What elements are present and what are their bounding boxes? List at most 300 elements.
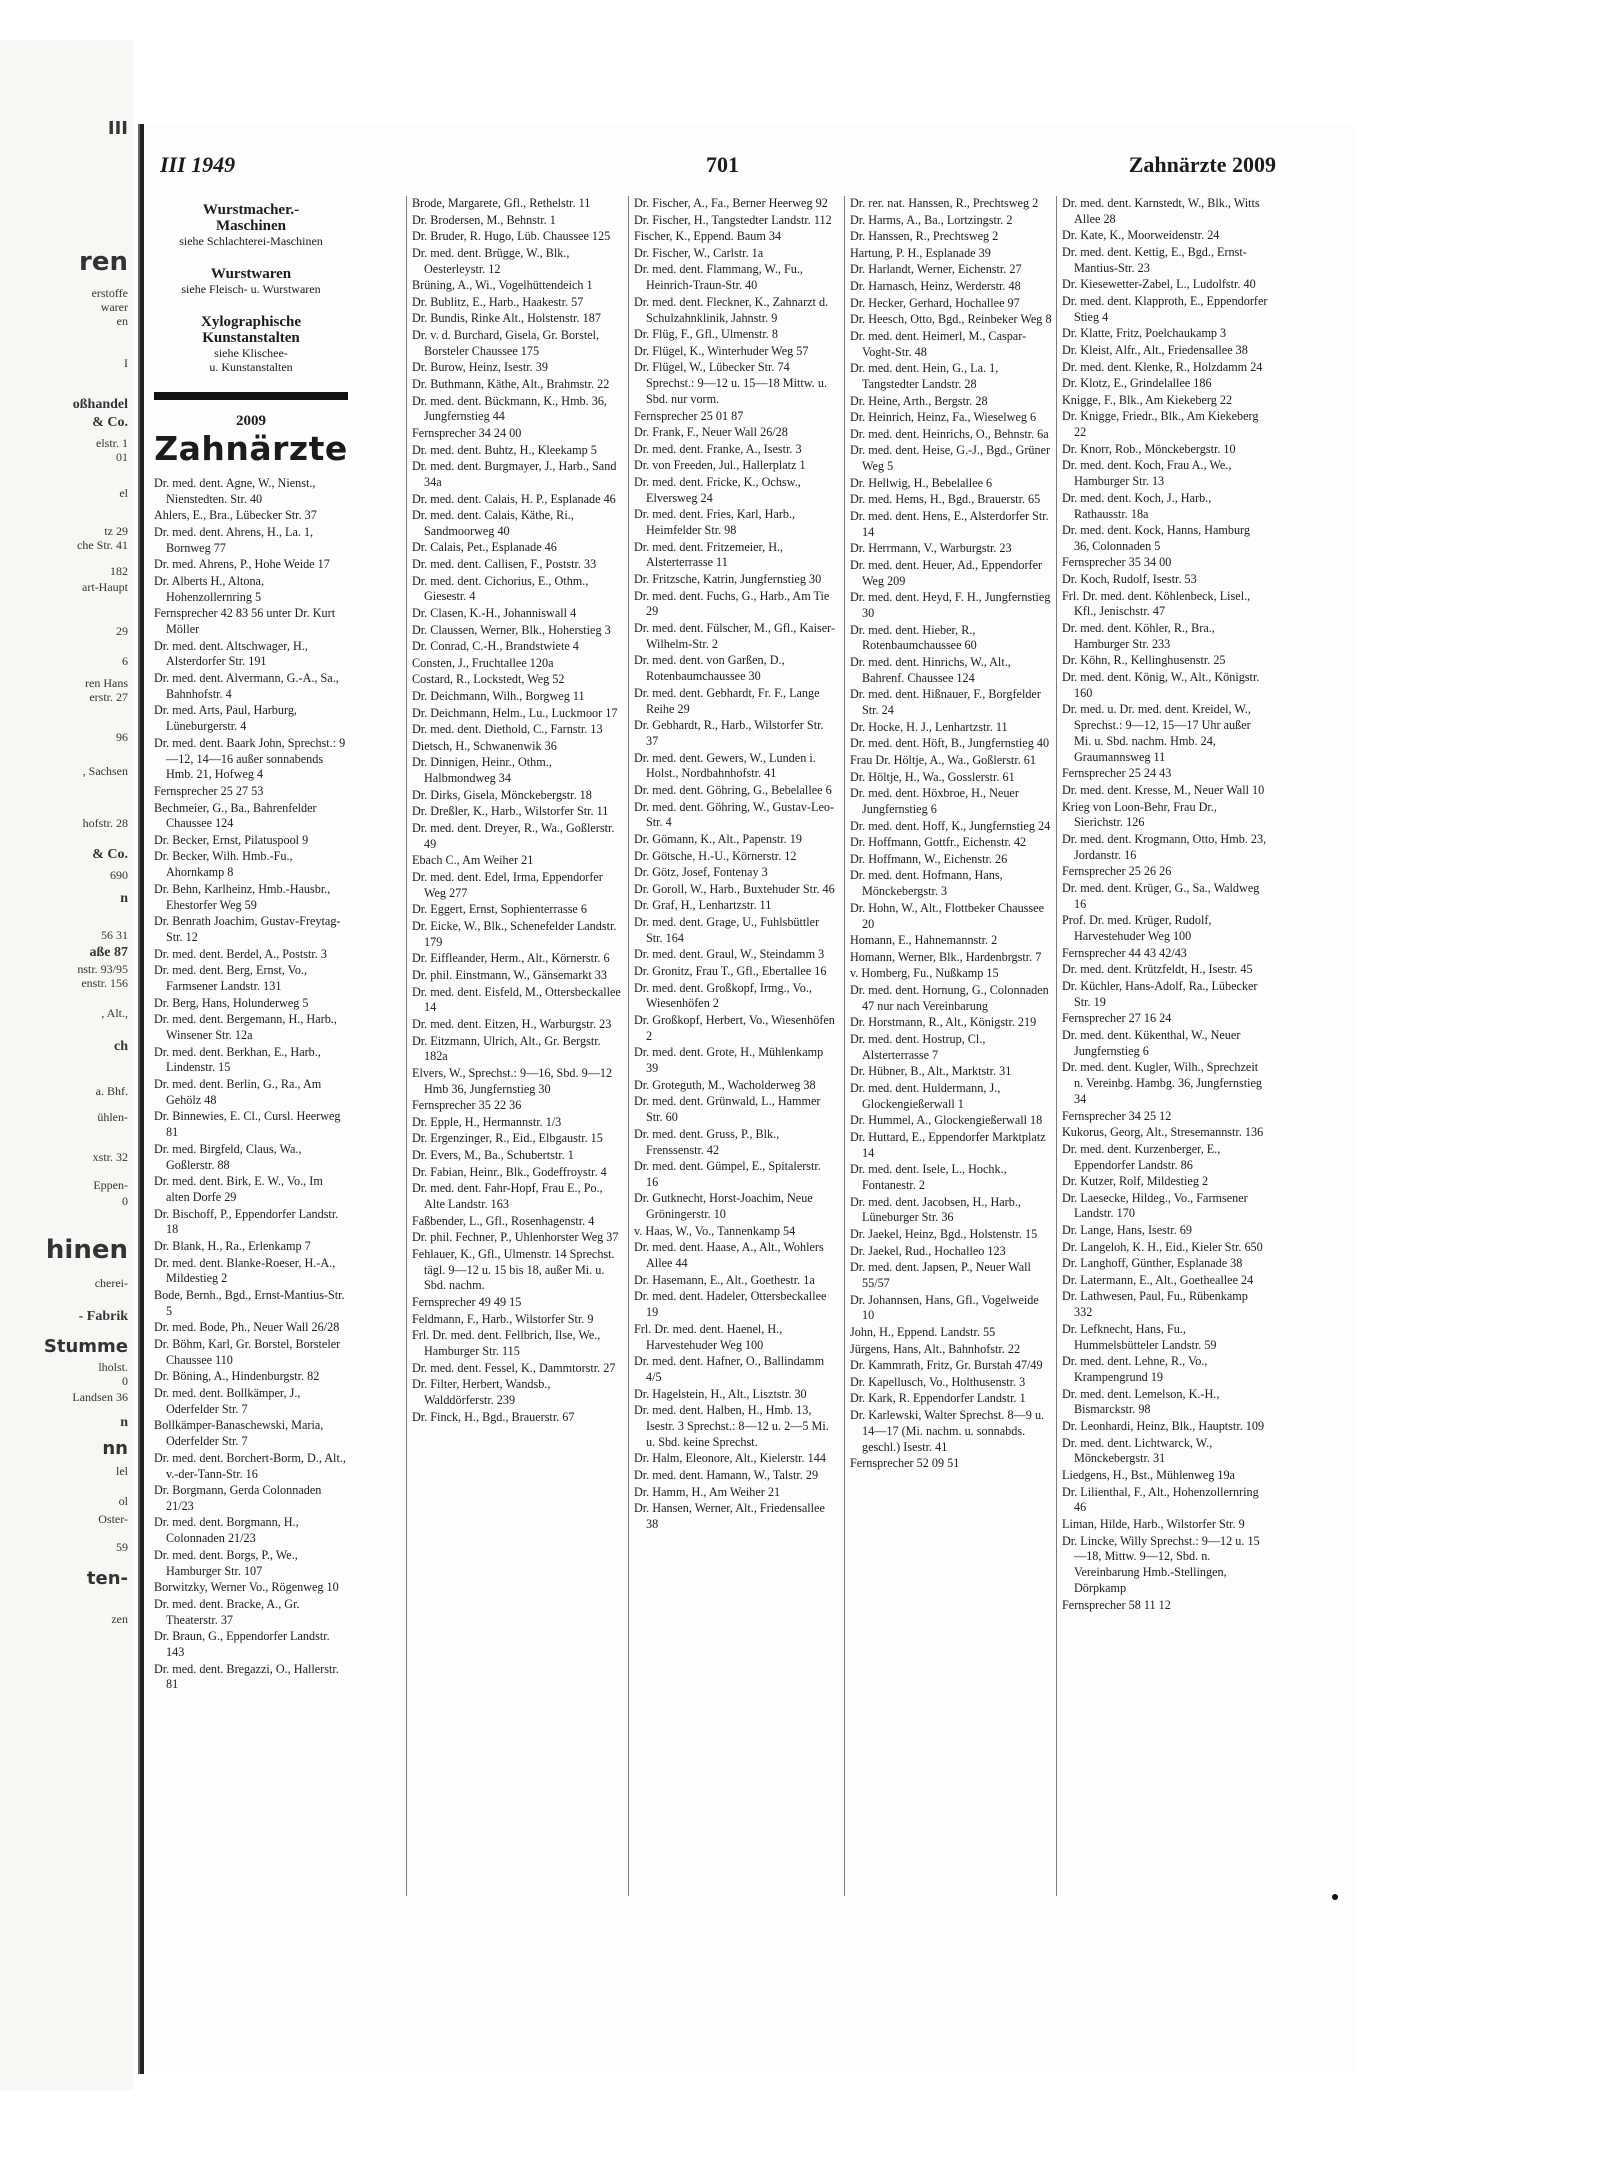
directory-entry: Dr. Harnasch, Heinz, Werderstr. 48 xyxy=(850,278,1021,293)
directory-entry: Costard, R., Lockstedt, Weg 52 xyxy=(412,672,565,687)
directory-entry: Brüning, A., Wi., Vogelhüttendeich 1 xyxy=(412,278,593,293)
directory-entry: Fernsprecher 34 24 00 xyxy=(412,425,522,440)
directory-entry: Dr. Fritzsche, Katrin, Jungfernstieg 30 xyxy=(634,572,822,587)
directory-entry: Dr. med. dent. Hinrichs, W., Alt., Bahrenf. Chaussee 124 xyxy=(850,655,1011,685)
directory-entry: Fernsprecher 42 83 56 unter Dr. Kurt Möller xyxy=(154,606,336,636)
directory-entry: Dr. med. dent. Dreyer, R., Wa., Goßlerstr. 49 xyxy=(412,820,615,851)
gutter-fragment: III xyxy=(107,118,128,139)
directory-entry: Dr. med. u. Dr. med. dent. Kreidel, W., Sprechst.: 9—12, 15—17 Uhr außer Mi. u. Sbd. nachm. Hmb. 24, Graumannsweg 11 xyxy=(1062,702,1251,764)
directory-entry: Dr. Conrad, C.-H., Brandstwiete 4 xyxy=(412,639,579,654)
directory-entry: Dr. Koch, Rudolf, Isestr. 53 xyxy=(1062,572,1197,587)
gutter-fragment: 56 31 xyxy=(101,928,128,942)
directory-entry: Dr. Götsche, H.-U., Körnerstr. 12 xyxy=(634,848,797,863)
directory-entry: v. Homberg, Fu., Nußkamp 15 xyxy=(850,966,999,981)
left-page-margin xyxy=(0,40,134,2090)
directory-entry: Dr. Lilienthal, F., Alt., Hohenzollernring 46 xyxy=(1062,1484,1259,1515)
directory-entry: Dr. Gutknecht, Horst-Joachim, Neue Gröningerstr. 10 xyxy=(634,1191,813,1222)
directory-entry: Dr. med. dent. Edel, Irma, Eppendorfer Weg 277 xyxy=(412,869,603,900)
gutter-fragment: , Alt., xyxy=(101,1006,128,1020)
directory-entry: Dr. Hübner, B., Alt., Marktstr. 31 xyxy=(850,1064,1012,1079)
directory-entry: Kukorus, Georg, Alt., Stresemannstr. 136 xyxy=(1062,1125,1264,1140)
directory-entry: Dr. med. dent. Hens, E., Alsterdorfer Str. 14 xyxy=(850,508,1049,539)
directory-entry: Dr. Gömann, K., Alt., Papenstr. 19 xyxy=(634,832,802,846)
gutter-fragment: warer xyxy=(100,300,128,314)
directory-entry: Dr. med. dent. Karnstedt, W., Blk., Witts Allee 28 xyxy=(1062,196,1260,226)
directory-entry: Dr. Harms, A., Ba., Lortzingstr. 2 xyxy=(850,212,1013,227)
directory-entry: Dr. Böning, A., Hindenburgstr. 82 xyxy=(154,1369,320,1384)
directory-entry: Feldmann, F., Harb., Wilstorfer Str. 9 xyxy=(412,1311,594,1326)
directory-entry: Dr. med. dent. Heise, G.-J., Bgd., Grüner Weg 5 xyxy=(850,443,1051,474)
directory-entry: Dr. Eitzmann, Ulrich, Alt., Gr. Bergstr. 182a xyxy=(412,1033,601,1064)
header-volume-year: III 1949 xyxy=(160,152,236,177)
directory-entry: Dr. med. dent. Gebhardt, Fr. F., Lange Reihe 29 xyxy=(634,685,820,716)
directory-entry: Brode, Margarete, Gfl., Rethelstr. 11 xyxy=(412,196,591,210)
directory-entry: Dr. Leonhardi, Heinz, Blk., Hauptstr. 109 xyxy=(1062,1419,1265,1434)
directory-entry: Dr. med. dent. Haase, A., Alt., Wohlers Allee 44 xyxy=(634,1240,824,1271)
directory-entry: Dr. Hasemann, E., Alt., Goethestr. 1a xyxy=(634,1272,815,1287)
directory-entry: Dr. med. dent. Koch, Frau A., We., Hamburger Str. 13 xyxy=(1062,458,1232,489)
directory-entry: Dr. med. dent. Heuer, Ad., Eppendorfer Weg 209 xyxy=(850,557,1043,588)
directory-entry: Dr. Filter, Herbert, Wandsb., Walddörferstr. 239 xyxy=(412,1377,551,1407)
directory-entry: Dr. med. dent. Gümpel, E., Spitalerstr. 16 xyxy=(634,1159,821,1189)
directory-entry: Dr. med. dent. Calais, Käthe, Ri., Sandmoorweg 40 xyxy=(412,508,574,538)
directory-entry: Dr. rer. nat. Hanssen, R., Prechtsweg 2 xyxy=(850,196,1039,210)
directory-entry: Dr. Gronitz, Frau T., Gfl., Ebertallee 16 xyxy=(634,963,827,978)
directory-entry: Dr. Latermann, E., Alt., Goetheallee 24 xyxy=(1062,1272,1254,1287)
gutter-fragment: ren Hans xyxy=(85,676,128,690)
directory-entry: Dr. Behn, Karlheinz, Hmb.-Hausbr., Ehestorfer Weg 59 xyxy=(154,881,331,912)
cross-reference: siehe Fleisch- u. Wurstwaren xyxy=(181,282,321,296)
category-heading: Wurstwaren xyxy=(210,266,292,282)
directory-entry: Fernsprecher 58 11 12 xyxy=(1062,1597,1171,1612)
directory-entry: Ahlers, E., Bra., Lübecker Str. 37 xyxy=(154,508,317,523)
directory-entry: Dr. Hocke, H. J., Lenhartzstr. 11 xyxy=(850,719,1008,734)
directory-entry: Consten, J., Fruchtallee 120a xyxy=(412,655,554,670)
directory-entry: Dr. med. dent. Fessel, K., Dammtorstr. 27 xyxy=(412,1360,616,1375)
directory-entry: Dr. Fischer, W., Carlstr. 1a xyxy=(634,245,764,260)
directory-entry: Dr. Hamm, H., Am Weiher 21 xyxy=(634,1484,781,1499)
gutter-fragment: ch xyxy=(114,1039,128,1054)
directory-entry: Fernsprecher 52 09 51 xyxy=(850,1456,960,1471)
directory-entry: Dr. med. dent. Flammang, W., Fu., Heinrich-Traun-Str. 40 xyxy=(634,262,803,293)
gutter-fragment: aße 87 xyxy=(89,945,128,960)
directory-entry: Dr. Harlandt, Werner, Eichenstr. 27 xyxy=(850,262,1022,277)
directory-entry: Dr. med. dent. Fuchs, G., Harb., Am Tie 29 xyxy=(634,588,830,619)
directory-entry: Dr. med. dent. Kurzenberger, E., Eppendorfer Landstr. 86 xyxy=(1062,1141,1221,1172)
directory-entry: Dr. med. dent. Hamann, W., Talstr. 29 xyxy=(634,1468,819,1482)
gutter-fragment: xstr. 32 xyxy=(92,1150,128,1164)
directory-entry: Dr. med. dent. Krüger, G., Sa., Waldweg 16 xyxy=(1062,880,1260,911)
gutter-fragment: oßhandel xyxy=(72,397,128,412)
column-divider xyxy=(406,196,407,1896)
directory-entry: Dr. Graf, H., Lenhartzstr. 11 xyxy=(634,898,772,913)
directory-entry: Dr. Heinrich, Heinz, Fa., Wieselweg 6 xyxy=(850,410,1037,425)
directory-entry: Dr. Dirks, Gisela, Mönckebergstr. 18 xyxy=(412,787,592,802)
column-5 xyxy=(1062,196,1268,1614)
column-divider xyxy=(1056,196,1057,1896)
directory-entry: Dr. Bruder, R. Hugo, Lüb. Chaussee 125 xyxy=(412,229,611,244)
directory-entry: Fernsprecher 35 34 00 xyxy=(1062,555,1172,570)
gutter-fragment: elstr. 1 xyxy=(96,436,128,450)
directory-entry: Dr. Hanssen, R., Prechtsweg 2 xyxy=(850,229,999,244)
directory-entry: Dr. Dreßler, K., Harb., Wilstorfer Str. 11 xyxy=(412,804,609,819)
column-1 xyxy=(154,196,348,1694)
gutter-fragment: Oster- xyxy=(98,1512,128,1526)
entry-list xyxy=(850,196,1052,1472)
directory-entry: Liman, Hilde, Harb., Wilstorfer Str. 9 xyxy=(1062,1516,1245,1531)
directory-entry: John, H., Eppend. Landstr. 55 xyxy=(850,1325,996,1340)
directory-entry: Dr. Laesecke, Hildeg., Vo., Farmsener Landstr. 170 xyxy=(1062,1190,1248,1221)
directory-entry: Dr. med. dent. Heinrichs, O., Behnstr. 6a xyxy=(850,426,1049,441)
directory-entry: Hartung, P. H., Esplanade 39 xyxy=(850,245,991,260)
directory-entry: Dr. Bischoff, P., Eppendorfer Landstr. 18 xyxy=(154,1206,339,1237)
directory-entry: Dr. Clasen, K.-H., Johanniswall 4 xyxy=(412,606,577,621)
directory-entry: Bechmeier, G., Ba., Bahrenfelder Chaussee 124 xyxy=(154,800,317,831)
directory-entry: Dr. med. dent. Hadeler, Ottersbeckallee 19 xyxy=(634,1289,827,1320)
gutter-fragment: 6 xyxy=(122,654,128,668)
gutter-fragment: n xyxy=(120,891,128,906)
gutter-fragment: ühlen- xyxy=(97,1110,128,1124)
directory-entry: Dr. med. Hems, H., Bgd., Brauerstr. 65 xyxy=(850,492,1041,507)
gutter-fragment: & Co. xyxy=(92,847,128,862)
directory-entry: Dr. med. dent. Höxbroe, H., Neuer Jungfernstieg 6 xyxy=(850,786,1019,816)
gutter-fragment: cherei- xyxy=(94,1276,128,1290)
directory-entry: Dr. Knorr, Rob., Mönckebergstr. 10 xyxy=(1062,441,1236,456)
directory-entry: Dr. med. Ahrens, P., Hohe Weide 17 xyxy=(154,557,330,572)
section-rule xyxy=(154,392,348,400)
directory-entry: Dr. Eggert, Ernst, Sophienterrasse 6 xyxy=(412,902,587,917)
directory-entry: Dr. med. dent. Krützfeldt, H., Isestr. 45 xyxy=(1062,962,1253,977)
directory-entry: Dr. med. dent. Birk, E. W., Vo., Im alten Dorfe 29 xyxy=(154,1174,323,1204)
directory-entry: Dr. Flügel, K., Winterhuder Weg 57 xyxy=(634,343,809,358)
gutter-fragment: che Str. 41 xyxy=(77,538,128,552)
directory-entry: Dr. Lange, Hans, Isestr. 69 xyxy=(1062,1223,1192,1238)
directory-entry: Liedgens, H., Bst., Mühlenweg 19a xyxy=(1062,1468,1235,1482)
directory-entry: Dr. Höltje, H., Wa., Gosslerstr. 61 xyxy=(850,769,1015,784)
directory-entry: Dr. med. dent. Berdel, A., Poststr. 3 xyxy=(154,946,327,961)
directory-entry: Dr. med. dent. Fülscher, M., Gfl., Kaiser-Wilhelm-Str. 2 xyxy=(634,621,835,651)
directory-entry: Dr. Kammrath, Fritz, Gr. Burstah 47/49 xyxy=(850,1358,1043,1373)
directory-entry: Dr. med. dent. Kock, Hanns, Hamburg 36, Colonnaden 5 xyxy=(1062,523,1250,553)
gutter-fragment: 01 xyxy=(116,450,128,464)
directory-entry: Dr. med. Birgfeld, Claus, Wa., Goßlerstr. 88 xyxy=(154,1141,302,1172)
directory-entry: Ebach C., Am Weiher 21 xyxy=(412,853,534,868)
directory-entry: Dr. med. dent. Bollkämper, J., Oderfelder Str. 7 xyxy=(154,1385,301,1416)
directory-entry: Dr. med. dent. Grote, H., Mühlenkamp 39 xyxy=(634,1045,824,1076)
directory-entry: Dr. Huttard, E., Eppendorfer Marktplatz 14 xyxy=(850,1129,1046,1160)
directory-entry: Dr. med. dent. Koch, J., Harb., Rathausstr. 18a xyxy=(1062,490,1212,521)
directory-entry: Dr. Küchler, Hans-Adolf, Ra., Lübecker Str. 19 xyxy=(1062,978,1258,1009)
directory-entry: Fischer, K., Eppend. Baum 34 xyxy=(634,229,782,244)
directory-entry: Dr. med. dent. Halben, H., Hmb. 13, Isestr. 3 Sprechst.: 8—12 u. 2—5 Mi. u. Sbd. keine Sprechst. xyxy=(634,1403,829,1449)
directory-entry: Homann, E., Hahnemannstr. 2 xyxy=(850,933,998,948)
gutter-fragment: Eppen- xyxy=(93,1178,128,1192)
directory-entry: Dr. med. dent. Bracke, A., Gr. Theaterstr. 37 xyxy=(154,1596,300,1627)
directory-entry: Dr. Deichmann, Helm., Lu., Luckmoor 17 xyxy=(412,705,618,720)
gutter-fragment: hofstr. 28 xyxy=(82,816,128,830)
directory-entry: Dr. Heine, Arth., Bergstr. 28 xyxy=(850,393,988,408)
directory-entry: Krieg von Loon-Behr, Frau Dr., Sierichstr. 126 xyxy=(1062,799,1217,830)
entry-list xyxy=(1062,196,1268,1613)
directory-entry: Dr. med. dent. Huldermann, J., Glockengießerwall 1 xyxy=(850,1080,1001,1111)
directory-entry: Dr. Knigge, Friedr., Blk., Am Kiekeberg 22 xyxy=(1062,409,1259,440)
directory-entry: Dr. Hohn, W., Alt., Flottbeker Chaussee 20 xyxy=(850,900,1044,931)
directory-entry: Dr. Jaekel, Heinz, Bgd., Holstenstr. 15 xyxy=(850,1227,1038,1242)
directory-entry: Fernsprecher 49 49 15 xyxy=(412,1295,522,1310)
directory-entry: Dr. Goroll, W., Harb., Buxtehuder Str. 46 xyxy=(634,881,835,896)
directory-page xyxy=(140,124,1356,2074)
category-heading: Maschinen xyxy=(215,218,286,234)
directory-entry: Dr. med. dent. Hieber, R., Rotenbaumchaussee 60 xyxy=(850,622,977,653)
directory-entry: Dr. Gebhardt, R., Harb., Wilstorfer Str. 37 xyxy=(634,718,824,749)
directory-entry: Dr. Dinnigen, Heinr., Othm., Halbmondweg 34 xyxy=(412,755,552,786)
directory-entry: Dr. med. dent. Isele, L., Hochk., Fontanestr. 2 xyxy=(850,1162,1007,1193)
column-4 xyxy=(850,196,1052,1473)
directory-entry: Dr. Benrath Joachim, Gustav-Freytag-Str. 12 xyxy=(154,914,341,945)
directory-entry: v. Haas, W., Vo., Tannenkamp 54 xyxy=(634,1223,796,1238)
directory-entry: Dr. med. dent. Blanke-Roeser, H.-A., Mildestieg 2 xyxy=(154,1255,336,1286)
directory-entry: Dr. Lefknecht, Hans, Fu., Hummelsbütteler Landstr. 59 xyxy=(1062,1321,1217,1352)
ink-speck xyxy=(1332,1894,1338,1900)
directory-entry: Dr. Borgmann, Gerda Colonnaden 21/23 xyxy=(154,1483,322,1513)
gutter-fragment: 59 xyxy=(116,1540,128,1554)
directory-entry: Dr. med. dent. Burgmayer, J., Harb., Sand 34a xyxy=(412,459,617,489)
directory-entry: Dr. med. dent. Bückmann, K., Hmb. 36, Jungfernstieg 44 xyxy=(412,393,607,424)
directory-entry: Dr. med. dent. Heimerl, M., Caspar-Voght-Str. 48 xyxy=(850,328,1027,359)
gutter-fragment: ten- xyxy=(86,1568,128,1589)
directory-entry: Dr. Blank, H., Ra., Erlenkamp 7 xyxy=(154,1238,311,1253)
directory-entry: Dr. Finck, H., Bgd., Brauerstr. 67 xyxy=(412,1409,575,1424)
directory-entry: Dr. med. dent. Fries, Karl, Harb., Heimfelder Str. 98 xyxy=(634,507,796,538)
directory-entry: Dr. Flüg, F., Gfl., Ulmenstr. 8 xyxy=(634,327,778,342)
directory-entry: Dr. med. dent. Altschwager, H., Alsterdorfer Str. 191 xyxy=(154,638,308,669)
cross-reference: u. Kunstanstalten xyxy=(209,360,293,374)
column-divider xyxy=(628,196,629,1896)
directory-entry: Fernsprecher 27 16 24 xyxy=(1062,1011,1172,1026)
directory-entry: Dr. Brodersen, M., Behnstr. 1 xyxy=(412,212,556,227)
directory-entry: Dr. med. dent. Grage, U., Fuhlsbüttler Str. 164 xyxy=(634,914,820,945)
gutter-fragment: a. Bhf. xyxy=(95,1084,128,1098)
directory-entry: Dr. med. dent. Kükenthal, W., Neuer Jungfernstieg 6 xyxy=(1062,1027,1241,1058)
gutter-fragment: I xyxy=(124,356,128,370)
directory-entry: Dr. med. dent. Hornung, G., Colonnaden 47 nur nach Vereinbarung xyxy=(850,982,1049,1013)
directory-entry: Dr. Herrmann, V., Warburgstr. 23 xyxy=(850,541,1012,556)
directory-entry: Dr. med. dent. Fleckner, K., Zahnarzt d. Schulzahnklinik, Jahnstr. 9 xyxy=(634,294,829,325)
cross-reference: siehe Klischee- xyxy=(214,346,288,360)
directory-entry: Dr. med. dent. Hafner, O., Ballindamm 4/5 xyxy=(634,1354,825,1385)
gutter-fragment: 0 xyxy=(122,1374,128,1388)
directory-entry: Dr. Eiffleander, Herm., Alt., Körnerstr. 6 xyxy=(412,951,610,966)
gutter-fragment: 96 xyxy=(116,730,128,744)
directory-entry: Dr. med. dent. Hoff, K., Jungfernstieg 24 xyxy=(850,818,1051,833)
directory-entry: Dr. med. Arts, Paul, Harburg, Lüneburgerstr. 4 xyxy=(154,703,297,734)
directory-entry: Dr. Alberts H., Altona, Hohenzollernring 5 xyxy=(154,573,265,604)
directory-entry: Dr. Kiesewetter-Zabel, L., Ludolfstr. 40 xyxy=(1062,277,1256,292)
section-title: Zahnärzte xyxy=(154,428,348,468)
directory-entry: Dr. med. dent. Hofmann, Hans, Mönckebergstr. 3 xyxy=(850,868,1003,899)
directory-entry: Dr. Kate, K., Moorweidenstr. 24 xyxy=(1062,228,1220,243)
directory-entry: Dr. med. dent. Fricke, K., Ochsw., Elversweg 24 xyxy=(634,474,801,505)
directory-entry: Dr. Hagelstein, H., Alt., Lisztstr. 30 xyxy=(634,1386,807,1401)
gutter-fragment: lel xyxy=(116,1464,128,1478)
directory-entry: Dr. med. dent. Kettig, E., Bgd., Ernst-Mantius-Str. 23 xyxy=(1062,244,1247,275)
directory-entry: Dr. Jaekel, Rud., Hochalleo 123 xyxy=(850,1243,1006,1258)
header-section: Zahnärzte 2009 xyxy=(1128,152,1276,177)
directory-entry: Frl. Dr. med. dent. Fellbrich, Ilse, We., Hamburger Str. 115 xyxy=(412,1328,601,1359)
directory-entry: Dr. med. dent. Berkhan, E., Harb., Lindenstr. 15 xyxy=(154,1044,321,1075)
directory-entry: Dr. med. dent. Gruss, P., Blk., Frenssenstr. 42 xyxy=(634,1126,780,1157)
gutter-fragment: , Sachsen xyxy=(82,764,128,778)
directory-entry: Dr. med. dent. Hein, G., La. 1, Tangstedter Landstr. 28 xyxy=(850,361,999,391)
directory-entry: Dr. phil. Einstmann, W., Gänsemarkt 33 xyxy=(412,967,607,982)
entry-list xyxy=(412,196,622,1425)
directory-entry: Dr. med. dent. Hißnauer, F., Borgfelder Str. 24 xyxy=(850,687,1041,718)
directory-entry: Dr. med. dent. Göhring, G., Bebelallee 6 xyxy=(634,783,832,798)
directory-entry: Dr. Groteguth, M., Wacholderweg 38 xyxy=(634,1077,816,1092)
directory-entry: Dr. med. dent. Lichtwarck, W., Mönckebergstr. 31 xyxy=(1062,1435,1213,1466)
directory-entry: Dr. med. dent. Lehne, R., Vo., Krampengrund 19 xyxy=(1062,1354,1208,1385)
gutter-fragment: zen xyxy=(111,1612,128,1626)
directory-entry: Dr. Ergenzinger, R., Eid., Elbgaustr. 15 xyxy=(412,1131,603,1146)
directory-entry: Dr. Hansen, Werner, Alt., Friedensallee 38 xyxy=(634,1501,825,1531)
directory-entry: Dr. Langhoff, Günther, Esplanade 38 xyxy=(1062,1256,1243,1271)
directory-entry: Dr. med. dent. Agne, W., Nienst., Nienstedten. Str. 40 xyxy=(154,475,316,506)
directory-entry: Dr. med. dent. Graul, W., Steindamm 3 xyxy=(634,947,825,962)
gutter-fragment: & Co. xyxy=(92,415,128,430)
directory-entry: Fernsprecher 34 25 12 xyxy=(1062,1108,1172,1123)
directory-entry: Dr. med. dent. Berg, Ernst, Vo., Farmsener Landstr. 131 xyxy=(154,963,308,994)
directory-entry: Dr. Becker, Ernst, Pilatuspool 9 xyxy=(154,832,309,847)
directory-entry: Dr. med. dent. Klenke, R., Holzdamm 24 xyxy=(1062,359,1263,374)
directory-entry: Dr. med. dent. Großkopf, Irmg., Vo., Wiesenhöfen 2 xyxy=(634,980,812,1011)
directory-entry: Fernsprecher 44 43 42/43 xyxy=(1062,945,1187,960)
gutter-fragment: 182 xyxy=(110,564,128,578)
directory-entry: Elvers, W., Sprechst.: 9—16, Sbd. 9—12 Hmb 36, Jungfernstieg 30 xyxy=(412,1065,613,1096)
directory-entry: Dr. med. dent. Klapproth, E., Eppendorfer Stieg 4 xyxy=(1062,293,1268,324)
cross-reference: siehe Schlachterei-Maschinen xyxy=(179,234,323,248)
directory-entry: Dr. Götz, Josef, Fontenay 3 xyxy=(634,865,768,880)
directory-entry: Fehlauer, K., Gfl., Ulmenstr. 14 Sprechst. tägl. 9—12 u. 15 bis 18, außer Mi. u. Sbd. nachm. xyxy=(412,1246,615,1293)
directory-entry: Dr. Burow, Heinz, Isestr. 39 xyxy=(412,360,548,375)
gutter-fragment: Landsen 36 xyxy=(72,1390,128,1404)
directory-entry: Dr. med. dent. Eisfeld, M., Ottersbeckallee 14 xyxy=(412,984,621,1015)
directory-entry: Dr. Klatte, Fritz, Poelchaukamp 3 xyxy=(1062,326,1227,341)
directory-entry: Dr. phil. Fechner, P., Uhlenhorster Weg 37 xyxy=(412,1230,619,1245)
directory-entry: Dr. Epple, H., Hermannstr. 1/3 xyxy=(412,1114,562,1129)
directory-entry: Dr. Flügel, W., Lübecker Str. 74 Sprechst.: 9—12 u. 15—18 Mittw. u. Sbd. nur vorm. xyxy=(634,360,828,406)
entry-list xyxy=(154,476,348,1693)
directory-entry: Jürgens, Hans, Alt., Bahnhofstr. 22 xyxy=(850,1341,1021,1356)
page-header xyxy=(144,152,1356,184)
directory-entry: Dr. med. dent. Eitzen, H., Warburgstr. 23 xyxy=(412,1016,612,1031)
directory-entry: Dr. v. d. Burchard, Gisela, Gr. Borstel, Borsteler Chaussee 175 xyxy=(412,327,600,358)
directory-entry: Dr. Hecker, Gerhard, Hochallee 97 xyxy=(850,295,1020,310)
directory-entry: Dr. med. dent. Ahrens, H., La. 1, Bornweg 77 xyxy=(154,524,314,555)
directory-entry: Dr. Horstmann, R., Alt., Königstr. 219 xyxy=(850,1015,1037,1030)
directory-entry: Dr. Frank, F., Neuer Wall 26/28 xyxy=(634,425,788,440)
directory-entry: Dr. med. dent. Brügge, W., Blk., Oesterleystr. 12 xyxy=(412,245,570,276)
directory-entry: Dr. Becker, Wilh. Hmb.-Fu., Ahornkamp 8 xyxy=(154,849,293,880)
directory-entry: Dr. Heesch, Otto, Bgd., Reinbeker Weg 8 xyxy=(850,312,1052,327)
directory-entry: Fernsprecher 25 26 26 xyxy=(1062,864,1172,879)
gutter-fragment: en xyxy=(116,314,128,328)
directory-entry: Frl. Dr. med. dent. Haenel, H., Harvestehuder Weg 100 xyxy=(634,1321,783,1352)
directory-entry: Dr. Halm, Eleonore, Alt., Kielerstr. 144 xyxy=(634,1451,826,1466)
directory-entry: Dr. med. dent. Köhler, R., Bra., Hamburger Str. 233 xyxy=(1062,621,1215,651)
directory-entry: Dr. med. dent. Borchert-Borm, D., Alt., v.-der-Tann-Str. 16 xyxy=(154,1450,346,1481)
gutter-fragment: - Fabrik xyxy=(78,1309,128,1324)
directory-entry: Dr. Fischer, A., Fa., Berner Heerweg 92 xyxy=(634,196,828,210)
directory-entry: Dr. Hellwig, H., Bebelallee 6 xyxy=(850,475,993,490)
category-heading: Xylographische xyxy=(200,314,301,330)
directory-entry: Faßbender, L., Gfl., Rosenhagenstr. 4 xyxy=(412,1213,595,1228)
column-2 xyxy=(412,196,622,1426)
directory-entry: Dr. Deichmann, Wilh., Borgweg 11 xyxy=(412,689,585,704)
gutter-fragment: nn xyxy=(102,1438,128,1459)
page-number: 701 xyxy=(706,152,739,177)
gutter-fragment: erstr. 27 xyxy=(89,690,128,704)
directory-entry: Dr. med. dent. Kresse, M., Neuer Wall 10 xyxy=(1062,783,1265,798)
directory-entry: Dr. med. dent. Calais, H. P., Esplanade 46 xyxy=(412,491,616,506)
directory-entry: Dr. Hoffmann, W., Eichenstr. 26 xyxy=(850,851,1008,866)
gutter-fragment: 690 xyxy=(110,868,128,882)
directory-entry: Dr. med. dent. Baark John, Sprechst.: 9—12, 14—16 außer sonnabends Hmb. 21, Hofweg 4 xyxy=(154,735,346,782)
directory-entry: Dr. Berg, Hans, Holunderweg 5 xyxy=(154,995,309,1010)
gutter-fragment: ol xyxy=(118,1494,128,1508)
column-3 xyxy=(634,196,836,1534)
directory-entry: Dr. Karlewski, Walter Sprechst. 8—9 u. 14—17 (Mi. nachm. u. sonnabds. geschl.) Isestr. 41 xyxy=(850,1408,1045,1454)
directory-entry: Fernsprecher 25 27 53 xyxy=(154,783,264,798)
directory-entry: Homann, Werner, Blk., Hardenbrgstr. 7 xyxy=(850,949,1042,964)
directory-entry: Dr. med. dent. Fritzemeier, H., Alsterterrasse 11 xyxy=(634,539,784,570)
gutter-fragment: nstr. 93/95 xyxy=(77,962,128,976)
directory-entry: Dr. Calais, Pet., Esplanade 46 xyxy=(412,540,557,555)
directory-entry: Dr. med. dent. Bregazzi, O., Hallerstr. 81 xyxy=(154,1661,339,1692)
directory-entry: Dr. Bublitz, E., Harb., Haakestr. 57 xyxy=(412,294,584,309)
directory-entry: Dr. Kutzer, Rolf, Mildestieg 2 xyxy=(1062,1174,1209,1189)
directory-entry: Dr. Fabian, Heinr., Blk., Godeffroystr. 4 xyxy=(412,1164,607,1179)
directory-entry: Dr. med. dent. Diethold, C., Farnstr. 13 xyxy=(412,722,603,737)
directory-entry: Borwitzky, Werner Vo., Rögenweg 10 xyxy=(154,1580,339,1595)
directory-entry: Frl. Dr. med. dent. Köhlenbeck, Lisel., Kfl., Jenischstr. 47 xyxy=(1062,588,1251,619)
directory-entry: Frau Dr. Höltje, A., Wa., Goßlerstr. 61 xyxy=(850,753,1036,768)
category-heading: Kunstanstalten xyxy=(202,330,300,346)
directory-entry: Dr. med. Bode, Ph., Neuer Wall 26/28 xyxy=(154,1320,340,1335)
directory-entry: Dr. Kleist, Alfr., Alt., Friedensallee 38 xyxy=(1062,342,1248,357)
directory-entry: Dr. med. dent. Heyd, F. H., Jungfernstieg 30 xyxy=(850,590,1051,621)
directory-entry: Dr. Hummel, A., Glockengießerwall 18 xyxy=(850,1113,1043,1128)
directory-entry: Dr. med. dent. Gewers, W., Lunden i. Holst., Nordbahnhofstr. 41 xyxy=(634,750,816,781)
gutter-fragment: art-Haupt xyxy=(82,580,128,594)
directory-entry: Dr. Fischer, H., Tangstedter Landstr. 112 xyxy=(634,212,832,227)
directory-entry: Dr. med. dent. Buhtz, H., Kleekamp 5 xyxy=(412,442,597,457)
directory-entry: Dr. Buthmann, Käthe, Alt., Brahmstr. 22 xyxy=(412,376,610,391)
entry-list xyxy=(634,196,836,1533)
directory-entry: Dr. med. dent. König, W., Alt., Königstr. 160 xyxy=(1062,670,1260,700)
directory-entry: Dr. Langeloh, K. H., Eid., Kieler Str. 650 xyxy=(1062,1239,1263,1254)
directory-entry: Dr. med. dent. von Garßen, D., Rotenbaumchaussee 30 xyxy=(634,653,785,684)
directory-entry: Dr. med. dent. Borgs, P., We., Hamburger Str. 107 xyxy=(154,1547,298,1578)
gutter-fragment: ren xyxy=(79,247,128,277)
section-number: 2009 xyxy=(236,413,266,429)
gutter-fragment: erstoffe xyxy=(91,286,128,300)
gutter-fragment: n xyxy=(120,1415,128,1430)
directory-entry: Dr. Binnewies, E. Cl., Cursl. Heerweg 81 xyxy=(154,1109,341,1140)
directory-entry: Dr. med. dent. Japsen, P., Neuer Wall 55/57 xyxy=(850,1260,1031,1291)
directory-entry: Bode, Bernh., Bgd., Ernst-Mantius-Str. 5 xyxy=(154,1287,345,1318)
directory-entry: Dr. med. dent. Grünwald, L., Hammer Str. 60 xyxy=(634,1094,821,1125)
directory-entry: Dietsch, H., Schwanenwik 36 xyxy=(412,738,557,753)
